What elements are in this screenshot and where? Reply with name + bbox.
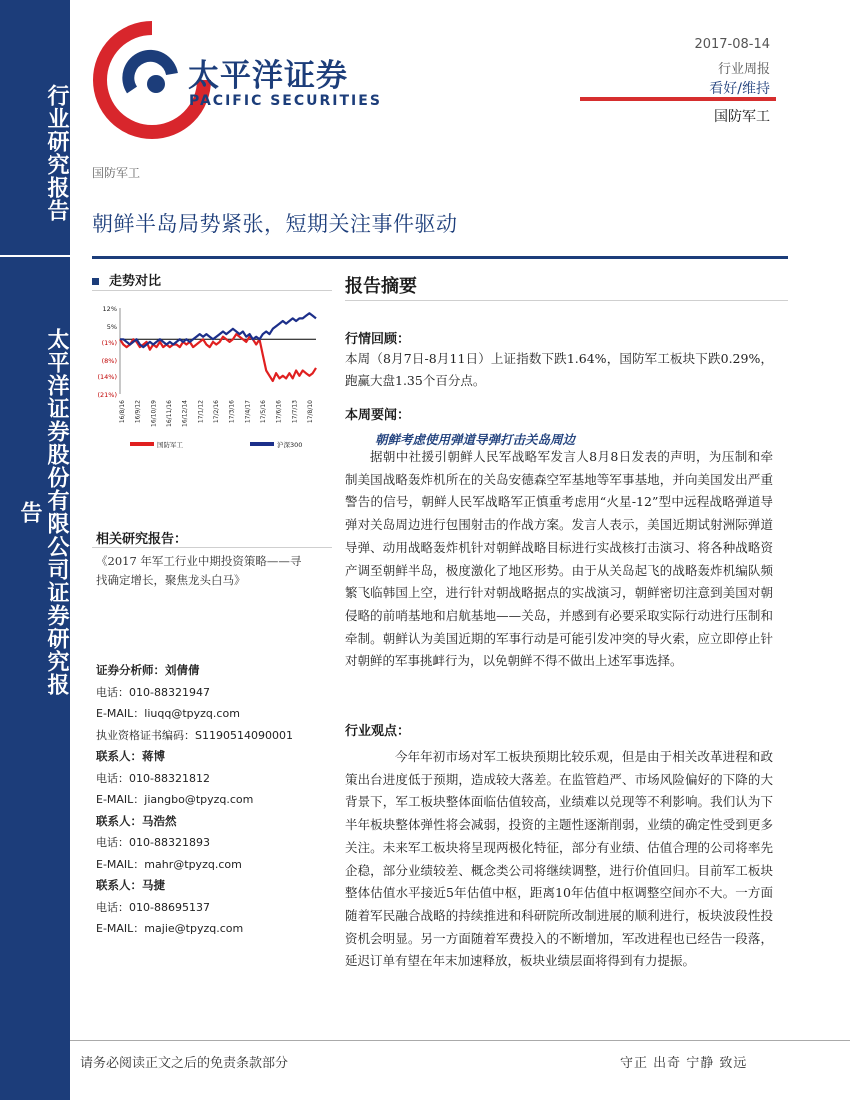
footer-motto: 守正 出奇 宁静 致远 — [620, 1056, 748, 1071]
square-bullet-icon — [92, 278, 99, 285]
summary-heading: 报告摘要 — [345, 276, 417, 297]
report-date: 2017-08-14 — [694, 37, 770, 52]
related-report-line: 《2017 年军工行业中期投资策略——寻 — [96, 554, 302, 568]
related-report-line: 找确定增长，聚焦龙头白马》 — [96, 573, 246, 587]
contact-name: 联系人：马浩然 — [96, 813, 177, 828]
market-review-label: 行情回顾： — [345, 332, 411, 347]
contact-detail: 执业资格证书编码：S1190514090001 — [96, 728, 293, 742]
chart-legend-label: 国防军工 — [157, 441, 183, 449]
contact-detail: E-MAIL：liuqq@tpyzq.com — [96, 707, 240, 720]
contact-name: 证券分析师：刘倩倩 — [96, 663, 200, 677]
chart-y-tick-label: 12% — [102, 305, 117, 313]
related-reports-heading: 相关研究报告： — [96, 532, 188, 547]
report-type: 行业周报 — [717, 62, 770, 77]
logo-name-cn: 太平洋证券 — [188, 58, 348, 94]
chart-x-tick-label: 16/11/16 — [166, 400, 173, 427]
sidebar — [0, 0, 70, 1100]
contact-name: 联系人：蒋博 — [96, 749, 165, 763]
news-text: 据朝中社援引朝鲜人民军战略军发言人8月8日发表的声明，为压制和牵制美国战略轰炸机所在的关岛安德森空军基地等军事基地，并向美国发出严重警告的信号，朝鲜人民军战略军正慎重考虑用“火星-12”型中远程战略弹道导弹对关岛周边进行包围射击的作战方案。发言人表示，美国近期试射洲际弹道导弹、动用战略轰炸机针对朝鲜战略目标进行实战核打击演习、将各种战略资产调至朝鲜半岛，极度激化了地区形势。由于从关岛起飞的战略轰炸机编队频繁飞临韩国上空，进行针对朝战略据点的实战演习，朝鲜密切注意到美国对朝侵略的前哨基地和启航基地——关岛，并感到有必要采取实际行动进行压制和牵制。朝鲜认为美国近期的军事行动是可能引发冲突的导火索，应立即停止针对朝鲜的军事挑衅行为，以免朝鲜不得不做出上述军事选择。 — [345, 449, 773, 669]
contact-detail: 电话：010-88695137 — [96, 900, 210, 914]
chart-x-tick-label: 17/8/10 — [307, 400, 314, 424]
contact-name: 联系人：马捷 — [96, 878, 165, 892]
footer-divider — [70, 1040, 850, 1041]
chart-y-tick-label: (14%) — [97, 372, 117, 381]
contact-detail: 电话：010-88321893 — [96, 836, 210, 849]
trend-chart — [92, 298, 332, 458]
contact-detail: E-MAIL：majie@tpyzq.com — [96, 922, 244, 935]
contact-detail: 电话：010-88321947 — [96, 685, 210, 699]
chart-legend-label: 沪深300 — [277, 441, 303, 449]
chart-y-tick-label: 5% — [106, 323, 117, 332]
contact-detail: 电话：010-88321812 — [96, 771, 210, 785]
chart-x-tick-label: 16/10/19 — [150, 400, 158, 427]
breadcrumb: 国防军工 — [92, 166, 141, 180]
chart-y-tick-label: (8%) — [101, 357, 117, 366]
chart-x-tick-label: 16/12/14 — [181, 400, 189, 427]
market-review-text: 本周（8月7日-8月11日）上证指数下跌1.64%，国防军工板块下跌0.29%，跑赢大盘1.35个百分点。 — [345, 351, 773, 388]
chart-x-tick-label: 17/5/16 — [260, 400, 267, 424]
sidebar-category: 行业研究报告 — [44, 84, 70, 222]
header-accent-line — [580, 97, 776, 101]
chart-x-tick-label: 17/2/16 — [213, 400, 220, 424]
chart-x-tick-label: 17/3/16 — [228, 400, 236, 424]
contacts-list — [96, 660, 336, 940]
chart-heading-text: 走势对比 — [109, 274, 162, 289]
industry-view-text: 今年年初市场对军工板块预期比较乐观，但是由于相关改革进程和政策出台进度低于预期，造成较大落差。在监管趋严、市场风险偏好的下降的大背景下，军工板块整体面临估值较高，业绩难以兑现等不利影响。我们认为下半年板块整体弹性将会减弱，投资的主题性逐渐削弱，业绩的确定性受到更多关注。未来军工板块将呈现两极化特征，部分有业绩、估值合理的公司将率先企稳，部分业绩较差、概念类公司将继续调整，进行价值回归。目前军工板块整体估值水平接近5年估值中枢，距离10年估值中枢调整空间亦不大。一方面随着军民融合战略的持续推进和科研院所改制进展的顺利进行，板块波段性投资机会明显。另一方面随着军费投入的不断增加，军改进程也已经告一段落，延迟订单有望在年末加速释放，板块业绩层面将得到有力提振。 — [345, 749, 773, 969]
news-label: 本周要闻： — [345, 408, 411, 423]
chart-y-tick-label: (1%) — [101, 338, 117, 347]
logo-name-en: PACIFIC SECURITIES — [189, 93, 382, 109]
related-reports-divider — [92, 547, 332, 548]
chart-x-tick-label: 17/4/17 — [244, 400, 252, 424]
industry-view-label: 行业观点： — [345, 724, 411, 739]
chart-x-tick-label: 17/6/16 — [275, 400, 283, 424]
chart-x-tick-label: 16/9/12 — [134, 400, 142, 424]
chart-heading-divider — [92, 290, 332, 291]
title-divider — [92, 256, 788, 259]
page-title: 朝鲜半岛局势紧张，短期关注事件驱动 — [92, 212, 458, 236]
chart-x-tick-label: 17/1/12 — [197, 400, 205, 424]
chart-legend-swatch — [250, 442, 274, 446]
chart-legend-swatch — [130, 442, 154, 446]
rating: 看好/维持 — [709, 81, 770, 97]
related-reports-body — [96, 552, 336, 590]
chart-x-tick-label: 17/7/13 — [291, 400, 299, 424]
chart-x-tick-label: 16/8/16 — [119, 400, 126, 424]
contact-detail: E-MAIL：mahr@tpyzq.com — [96, 857, 242, 871]
chart-y-tick-label: (21%) — [97, 391, 117, 399]
chart-heading — [92, 270, 161, 289]
footer-disclaimer: 请务必阅读正文之后的免责条款部分 — [80, 1056, 289, 1071]
contact-detail: E-MAIL：jiangbo@tpyzq.com — [96, 793, 254, 806]
news-subheading: 朝鲜考虑使用弹道导弹打击关岛周边 — [375, 432, 576, 447]
sidebar-company: 太平洋证券股份有限公司证券研究报告 — [17, 328, 70, 696]
summary-divider — [345, 300, 788, 301]
sector-label: 国防军工 — [714, 109, 770, 125]
